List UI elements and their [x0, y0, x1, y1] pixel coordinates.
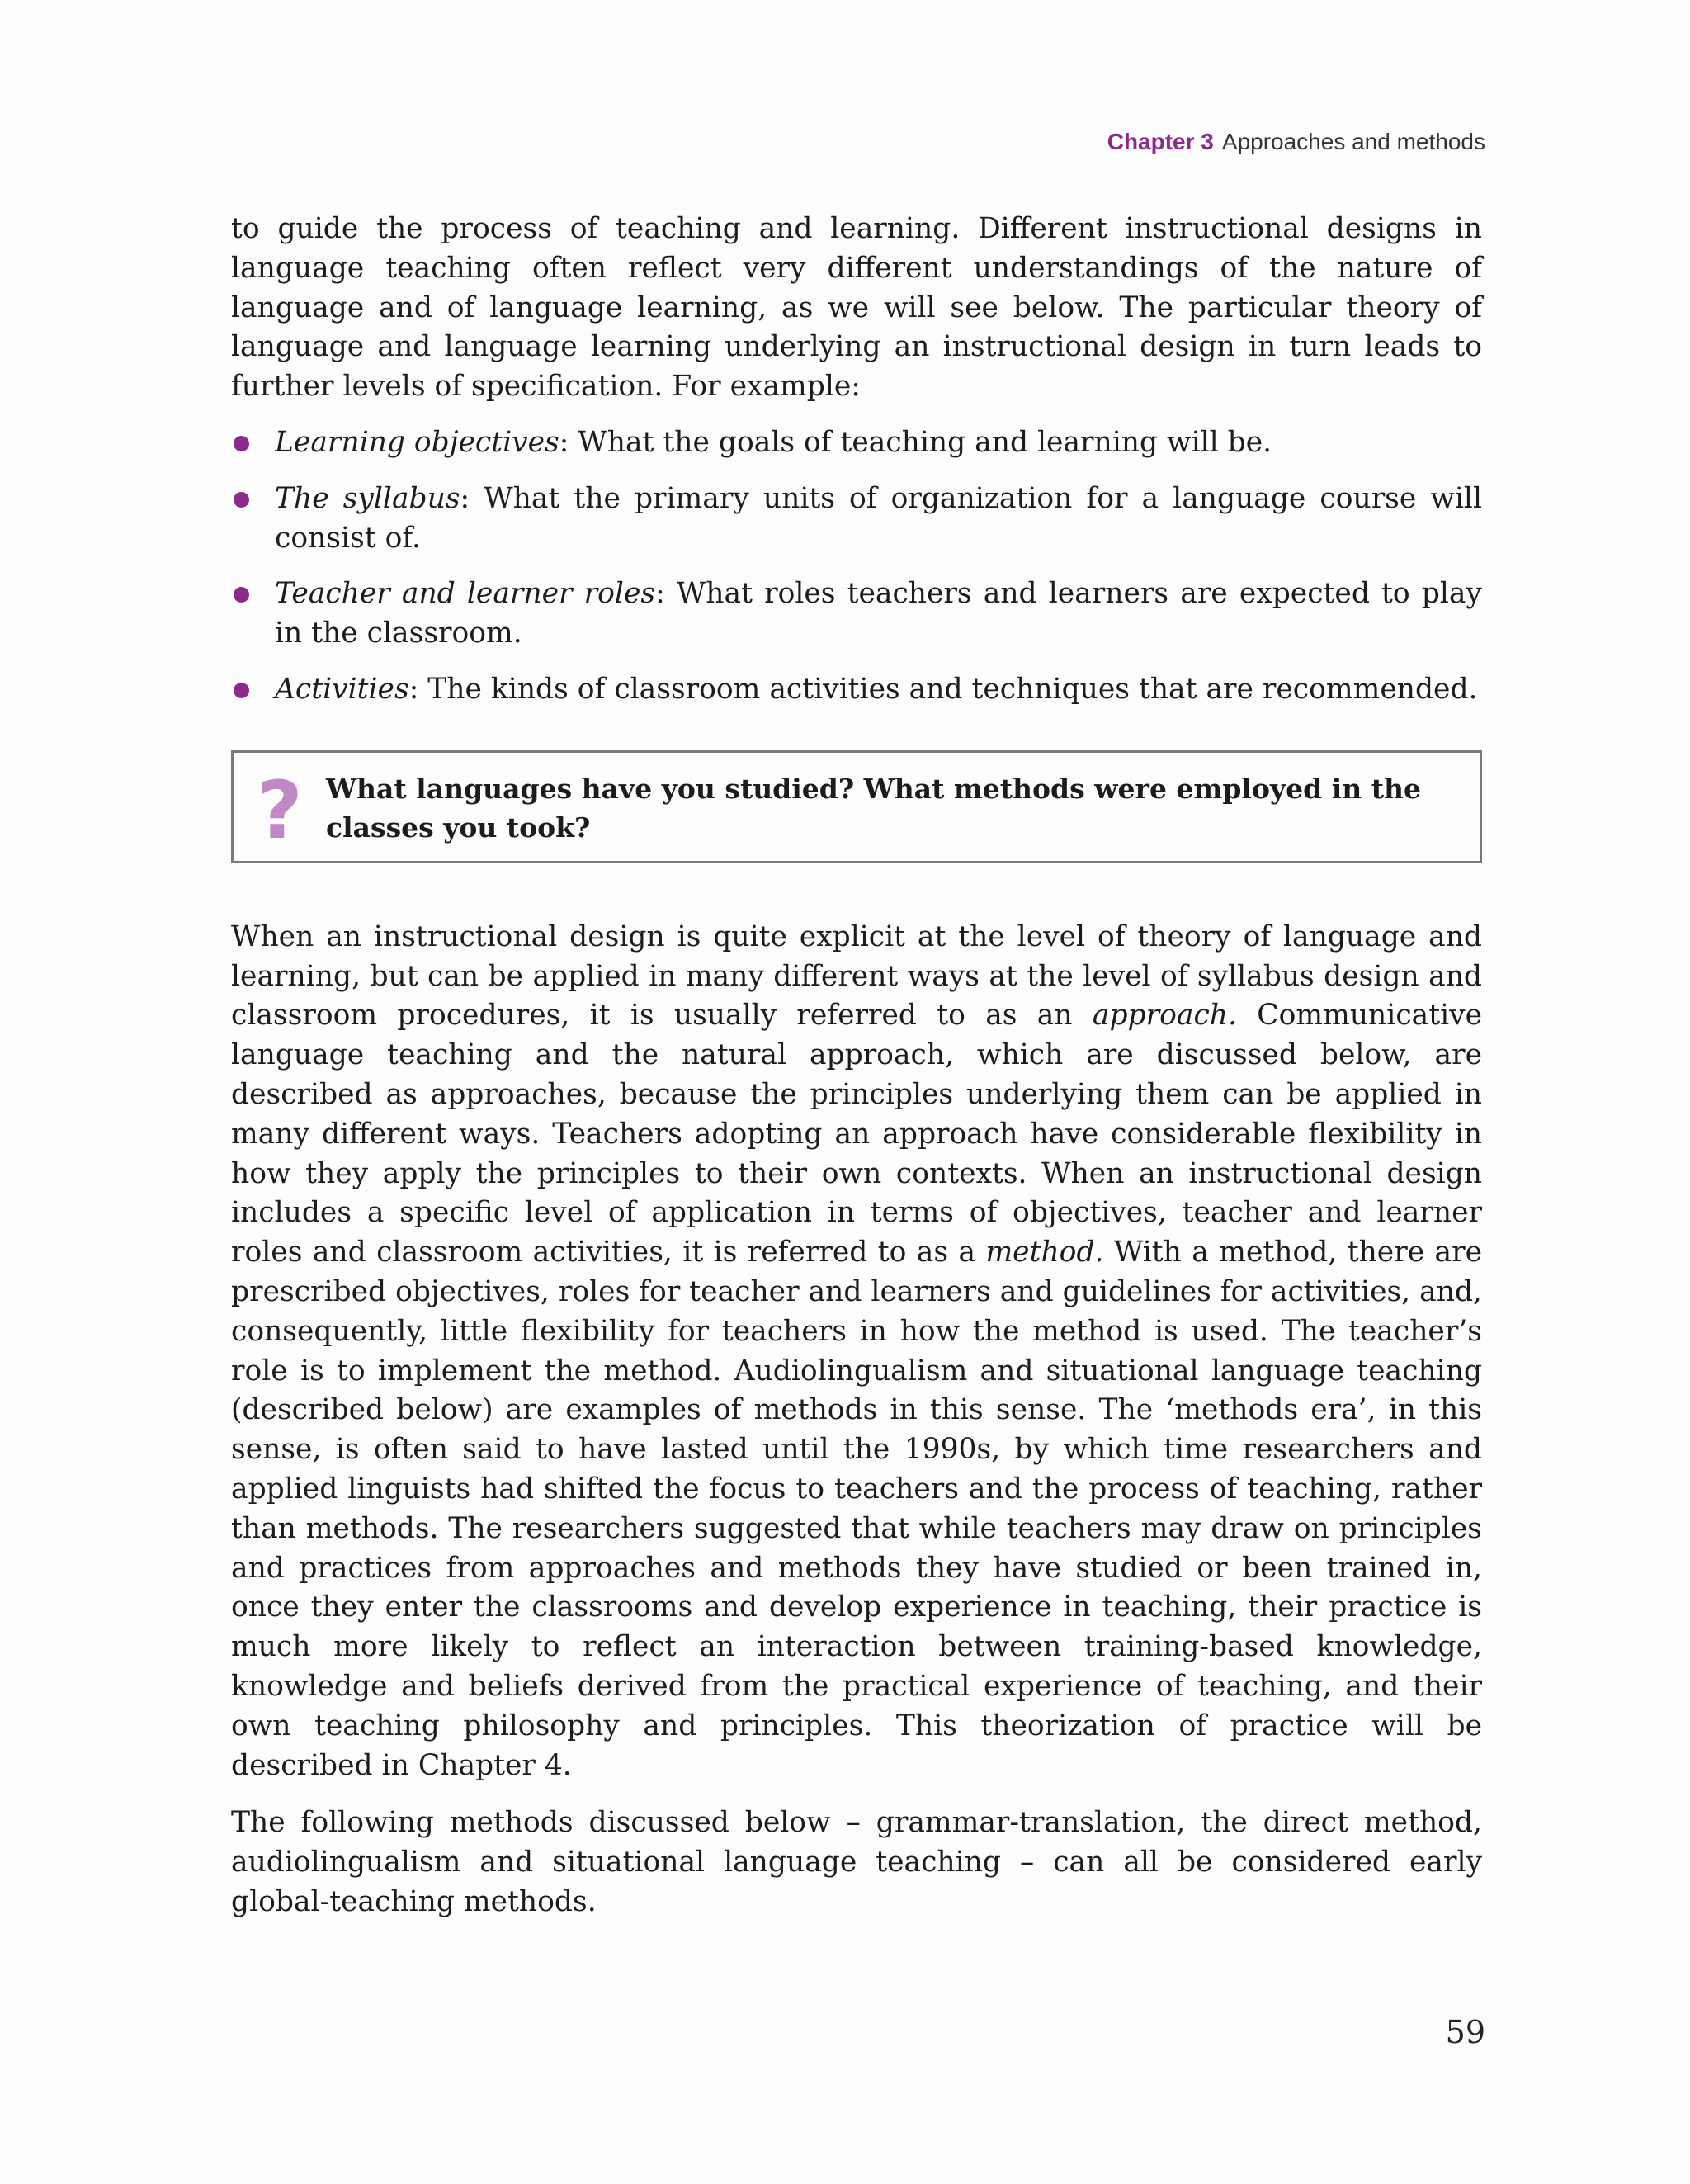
page-content [231, 210, 1482, 1922]
list-item [231, 574, 1482, 654]
question-box [231, 750, 1482, 863]
emphasis-method: method. [985, 1236, 1104, 1269]
list-item [231, 670, 1482, 710]
page-number: 59 [1445, 2014, 1485, 2050]
paragraph-text: With a method, there are prescribed objectives, roles for teacher and learners and guidelines for activities, and, consequently, little flexibility for teachers in how the method is used. The teacher’s role is to implement the method. Audiolingualism and situational language teaching (described below) are examples of methods in this sense. The ‘methods era’, in this sense, is often said to have lasted until the 1990s, by which time researchers and applied linguists had shifted the focus to teachers and the process of teaching, rather than methods. The researchers suggested that while teachers may draw on principles and practices from approaches and methods they have studied or been trained in, once they enter the classrooms and develop experience in teaching, their practice is much more likely to reflect an interaction between training-based knowledge, knowledge and beliefs derived from the practical experience of teaching, and their own teaching philosophy and principles. This theorization of practice will be described in Chapter 4. [231, 1236, 1482, 1782]
chapter-label: Chapter 3 [1107, 129, 1214, 154]
bullet-icon [234, 587, 249, 603]
question-mark-icon: ? [257, 763, 303, 857]
emphasis-approach: approach. [1092, 999, 1237, 1033]
question-text: What languages have you studied? What methods were employed in the classes you took? [326, 772, 1421, 844]
running-head [1107, 129, 1485, 155]
bullet-icon [234, 683, 249, 698]
bullet-term: The syllabus [275, 481, 460, 515]
bullet-term: Activities [275, 672, 409, 706]
bullet-term: Teacher and learner roles [275, 577, 656, 611]
bullet-text: : What the goals of teaching and learning will be. [559, 425, 1272, 459]
paragraph-text: When an instructional design is quite explicit at the level of theory of language and learning, but can be applied in many different ways at the level of syllabus design and classroom procedures, it is usually referred to as an [231, 919, 1482, 1033]
paragraph-text: Communicative language teaching and the natural approach, which are discussed below, are described as approaches, because the principles underlying them can be applied in many different ways. Teachers adopting an approach have considerable flexibility in how they apply the principles to their own contexts. When an instructional design includes a specific level of application in terms of objectives, teacher and learner roles and classroom activities, it is referred to as a [231, 999, 1483, 1269]
bullet-text: : The kinds of classroom activities and techniques that are recommended. [408, 672, 1478, 706]
bullet-icon [234, 492, 249, 508]
paragraph-intro: to guide the process of teaching and learning. Different instructional designs in language teaching often reflect very different understandings of the nature of language and of language learning, as we will see below. The particular theory of language and language learning underlying an instructional design in turn leads to further levels of specification. For example: [231, 212, 1482, 404]
paragraph-methods-list: The following methods discussed below – grammar-translation, the direct method, audiolingualism and situational language teaching – can all be considered early global-teaching methods. [231, 1806, 1482, 1918]
bullet-icon [234, 436, 249, 451]
list-item [231, 480, 1482, 559]
list-item [231, 423, 1482, 463]
chapter-title: Approaches and methods [1221, 129, 1485, 154]
paragraph-approach-method [231, 918, 1482, 1786]
bullet-text: : What roles teachers and learners are expected to play in the classroom. [275, 577, 1482, 650]
bullet-term: Learning objectives [275, 425, 559, 459]
bullet-list [231, 423, 1482, 710]
bullet-text: : What the primary units of organization for a language course will consist of. [275, 481, 1482, 555]
